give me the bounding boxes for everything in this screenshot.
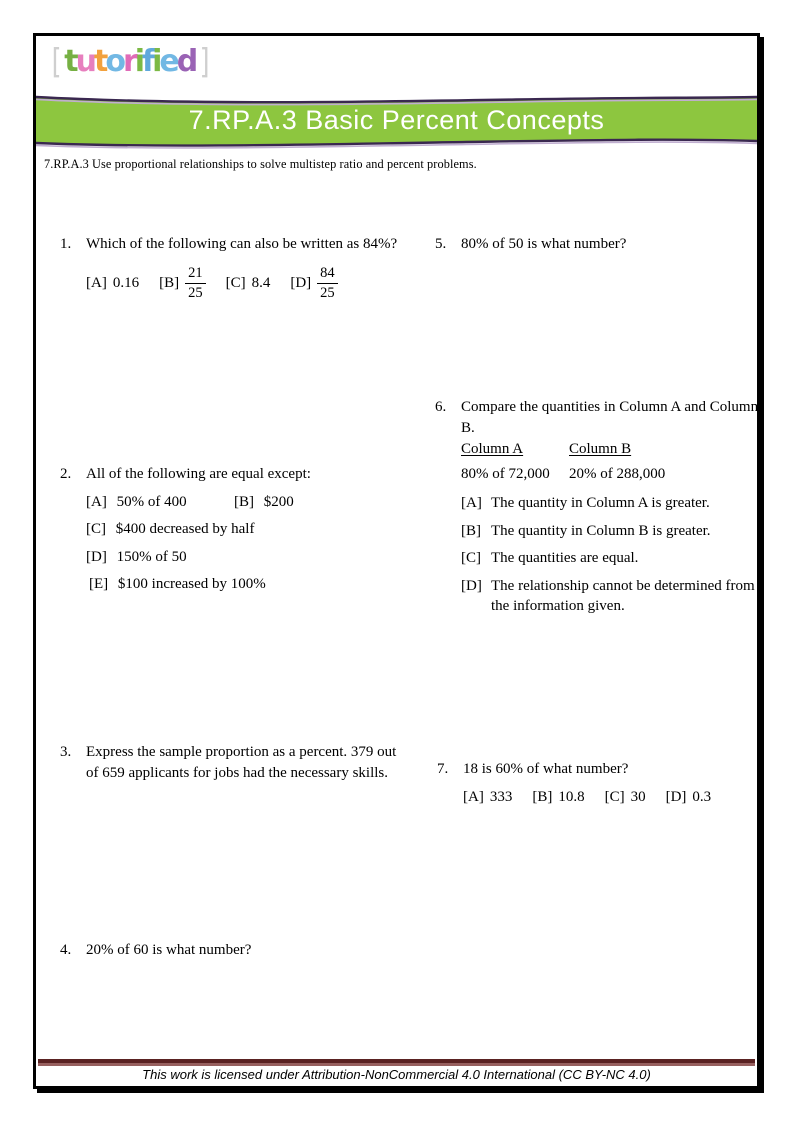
option-label: [C] — [461, 550, 481, 566]
comparison-header-row — [461, 439, 769, 460]
option-value: 333 — [489, 788, 513, 805]
option-label: [D] — [461, 577, 482, 594]
brand-letter: d — [176, 44, 196, 79]
brand-letter: r — [122, 44, 135, 79]
question-number: 6. — [435, 399, 447, 415]
answer-option — [461, 576, 769, 617]
answer-option — [159, 265, 206, 302]
answer-option — [234, 492, 294, 513]
answer-option — [666, 787, 712, 808]
option-label: [D] — [290, 274, 312, 291]
answer-option — [86, 547, 398, 568]
option-value: 30 — [630, 788, 646, 805]
standard-description: 7.RP.A.3 Use proportional relationships to solve multistep ratio and percent problems. — [44, 157, 477, 171]
question-text: 18 is 60% of what number? — [463, 761, 629, 777]
column-b-header: Column B — [569, 441, 632, 457]
question-2 — [60, 464, 398, 595]
brand-letter: e — [159, 44, 177, 79]
question-3 — [60, 742, 400, 783]
option-label: [A] — [86, 274, 107, 291]
option-value: 8.4 — [251, 274, 271, 291]
column-a-header: Column A — [461, 441, 524, 457]
question-5 — [435, 234, 765, 255]
option-value: 0.16 — [112, 274, 140, 291]
brand-letter: t — [64, 44, 76, 79]
question-text: All of the following are equal except: — [86, 466, 311, 482]
brand-letter: u — [75, 44, 94, 79]
option-value: 0.3 — [692, 788, 712, 805]
worksheet-page — [33, 33, 760, 1089]
brand-logo — [50, 44, 212, 80]
column-b-value: 20% of 288,000 — [569, 465, 666, 482]
logo-bracket-left-icon: [ — [51, 42, 62, 82]
option-value: $200 — [263, 493, 294, 510]
answer-option — [226, 273, 271, 294]
comparison-table — [461, 439, 769, 484]
option-value: $400 decreased by half — [115, 521, 255, 537]
option-label: [B] — [159, 274, 180, 291]
brand-name — [63, 44, 198, 80]
question-text: Which of the following can also be written as 84%? — [86, 236, 398, 252]
option-label: [C] — [86, 521, 106, 537]
column-a-value: 80% of 72,000 — [461, 465, 550, 482]
option-label: [A] — [463, 788, 484, 805]
fraction-denominator: 25 — [188, 284, 203, 301]
brand-letter: f — [142, 44, 153, 79]
question-1 — [60, 234, 398, 302]
answer-option — [86, 574, 398, 595]
answer-option-row — [86, 492, 398, 513]
brand-letter: o — [105, 44, 123, 79]
question-7 — [437, 759, 767, 807]
question-text: 80% of 50 is what number? — [461, 236, 627, 252]
option-value: 10.8 — [558, 788, 585, 805]
option-value: $100 increased by 100% — [117, 576, 266, 592]
answer-option — [532, 787, 584, 808]
fraction-denominator: 25 — [320, 284, 335, 301]
question-text: Express the sample proportion as a percent. 379 out of 659 applicants for jobs had the necessary skills. — [86, 744, 397, 781]
brand-letter: i — [134, 44, 143, 79]
question-number: 2. — [60, 466, 72, 482]
answer-option — [86, 492, 234, 513]
question-text: 20% of 60 is what number? — [86, 942, 252, 958]
option-label: [D] — [665, 788, 687, 805]
fraction — [317, 265, 338, 302]
footer-divider-light-line — [38, 1063, 755, 1066]
question-number: 7. — [437, 761, 449, 777]
option-label: [A] — [461, 495, 482, 511]
answer-option — [86, 273, 139, 294]
fraction-numerator: 84 — [317, 265, 338, 284]
question-number: 3. — [60, 744, 72, 760]
option-value: 150% of 50 — [116, 548, 187, 565]
option-label: [B] — [532, 788, 553, 805]
question-6 — [435, 397, 769, 617]
page-title: 7.RP.A.3 Basic Percent Concepts — [188, 104, 605, 135]
question-number: 4. — [60, 942, 72, 958]
option-label: [A] — [86, 493, 107, 510]
footer-divider-bar — [38, 1059, 755, 1066]
question-number: 1. — [60, 236, 72, 252]
option-label: [C] — [225, 274, 246, 291]
answer-option — [461, 548, 769, 569]
option-value: The quantity in Column A is greater. — [491, 495, 710, 511]
answer-option — [290, 265, 337, 302]
question-text: Compare the quantities in Column A and Column B. — [461, 399, 759, 436]
answer-option — [463, 787, 512, 808]
answer-option — [461, 493, 769, 514]
option-value: The quantities are equal. — [491, 550, 639, 566]
option-value: 50% of 400 — [116, 493, 187, 510]
question-4 — [60, 940, 398, 961]
question-number: 5. — [435, 236, 447, 252]
answer-option — [461, 521, 769, 542]
brand-letter: t — [93, 44, 106, 79]
answer-option — [605, 787, 646, 808]
fraction-numerator: 21 — [185, 265, 206, 284]
answer-option — [86, 519, 398, 540]
title-banner — [36, 92, 757, 150]
license-text: This work is licensed under Attribution-NonCommercial 4.0 International (CC BY-NC 4.0) — [142, 1067, 651, 1082]
option-value: The relationship cannot be determined from the information given. — [491, 577, 755, 614]
option-label: [B] — [234, 493, 254, 510]
brand-letter: i — [152, 44, 160, 79]
option-label: [C] — [604, 788, 625, 805]
logo-bracket-right-icon: ] — [199, 42, 210, 82]
option-label: [B] — [461, 522, 481, 539]
fraction — [185, 265, 206, 302]
option-label: [D] — [86, 548, 107, 565]
comparison-value-row — [461, 464, 769, 485]
option-label: [E] — [89, 576, 109, 592]
option-value: The quantity in Column B is greater. — [491, 522, 711, 539]
